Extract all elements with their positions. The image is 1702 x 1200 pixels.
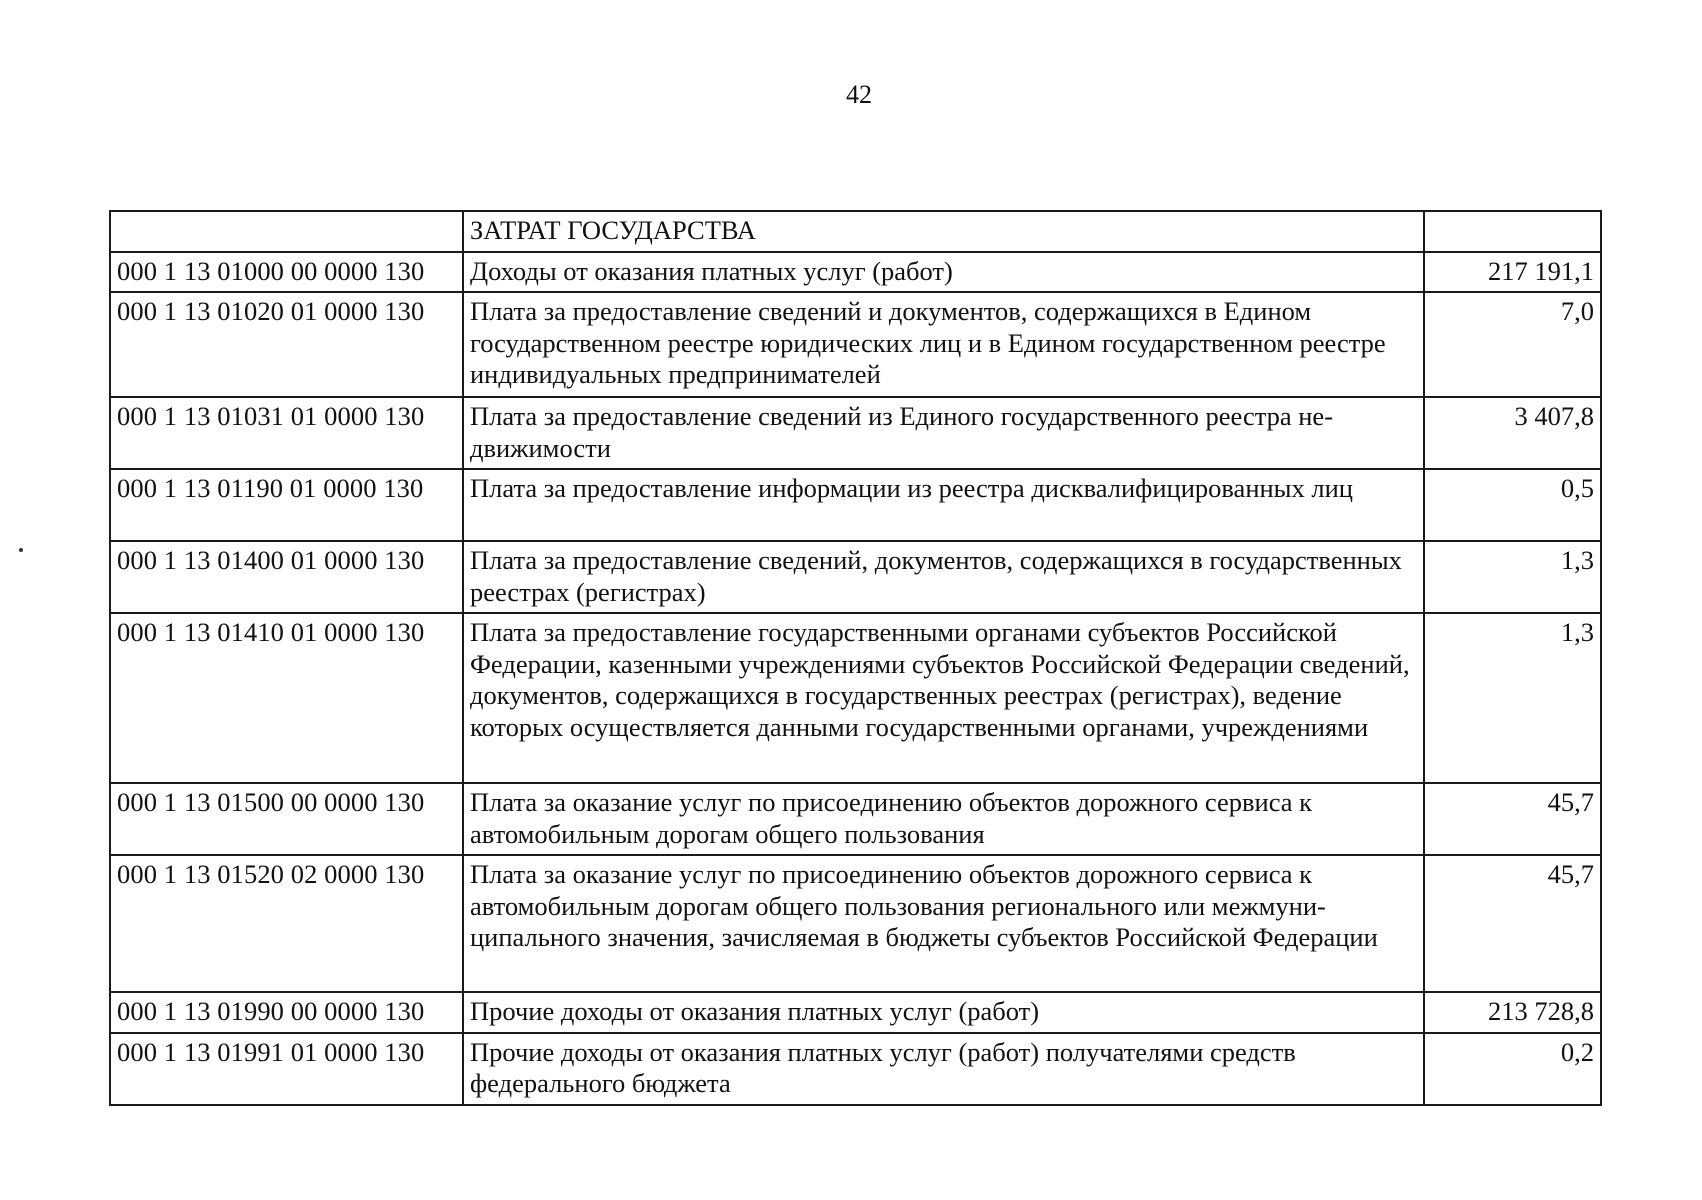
table-row bbox=[110, 1033, 1601, 1105]
revenue-code-cell: 000 1 13 01400 01 0000 130 bbox=[110, 541, 463, 613]
revenue-code-cell: 000 1 13 01190 01 0000 130 bbox=[110, 469, 463, 541]
amount-cell bbox=[1424, 211, 1601, 252]
table-row bbox=[110, 613, 1601, 783]
amount-cell: 217 191,1 bbox=[1424, 252, 1601, 293]
table-row bbox=[110, 541, 1601, 613]
table-row bbox=[110, 252, 1601, 293]
revenue-code-cell bbox=[110, 211, 463, 252]
amount-cell: 3 407,8 bbox=[1424, 397, 1601, 469]
table-row bbox=[110, 211, 1601, 252]
revenue-name-cell: Плата за предоставление государственными органами субъектов Российской Федерации, казенными учреждениями субъектов Российской Федерации сведений, документов, содержащихся в государственных реестрах (регистрах), ведение которых осуществляется данными государственными органами, учреждениями bbox=[463, 613, 1424, 783]
table-row bbox=[110, 783, 1601, 855]
revenue-code-cell: 000 1 13 01520 02 0000 130 bbox=[110, 855, 463, 992]
revenue-name-cell: Доходы от оказания платных услуг (работ) bbox=[463, 252, 1424, 293]
revenue-name-cell: Плата за предоставление информации из реестра дисквалифицированных лиц bbox=[463, 469, 1424, 541]
revenue-code-cell: 000 1 13 01031 01 0000 130 bbox=[110, 397, 463, 469]
amount-cell: 1,3 bbox=[1424, 613, 1601, 783]
table-row bbox=[110, 397, 1601, 469]
amount-cell: 213 728,8 bbox=[1424, 992, 1601, 1033]
revenue-name-cell: ЗАТРАТ ГОСУДАРСТВА bbox=[463, 211, 1424, 252]
amount-cell: 7,0 bbox=[1424, 292, 1601, 397]
revenue-name-cell: Плата за предоставление сведений из Единого государственного реестра недвижимости bbox=[463, 397, 1424, 469]
amount-cell: 1,3 bbox=[1424, 541, 1601, 613]
margin-dot bbox=[19, 548, 23, 552]
amount-cell: 0,2 bbox=[1424, 1033, 1601, 1105]
revenue-code-cell: 000 1 13 01500 00 0000 130 bbox=[110, 783, 463, 855]
table-row bbox=[110, 855, 1601, 992]
amount-cell: 45,7 bbox=[1424, 783, 1601, 855]
revenue-name-cell: Плата за оказание услуг по присоединению объектов дорожного сервиса к автомобильным дорогам общего пользования регионального или межмуниципального значения, зачисляемая в бюджеты субъектов Российской Федерации bbox=[463, 855, 1424, 992]
revenue-code-cell: 000 1 13 01020 01 0000 130 bbox=[110, 292, 463, 397]
revenue-code-cell: 000 1 13 01991 01 0000 130 bbox=[110, 1033, 463, 1105]
page-number: 42 bbox=[846, 80, 872, 109]
revenue-code-cell: 000 1 13 01410 01 0000 130 bbox=[110, 613, 463, 783]
amount-cell: 45,7 bbox=[1424, 855, 1601, 992]
table-row bbox=[110, 469, 1601, 541]
revenue-name-cell: Плата за оказание услуг по присоединению объектов дорожного сервиса к автомобильным дорогам общего пользования bbox=[463, 783, 1424, 855]
amount-cell: 0,5 bbox=[1424, 469, 1601, 541]
revenue-name-cell: Плата за предоставление сведений и документов, содержащихся в Едином государственном реестре юридических лиц и в Едином государственном реестре индивидуальных предпринимателей bbox=[463, 292, 1424, 397]
revenue-name-cell: Плата за предоставление сведений, документов, содержащихся в государственных реестрах (регистрах) bbox=[463, 541, 1424, 613]
revenue-code-cell: 000 1 13 01000 00 0000 130 bbox=[110, 252, 463, 293]
revenue-name-cell: Прочие доходы от оказания платных услуг (работ) получателями средств федерального бюджета bbox=[463, 1033, 1424, 1105]
table-row bbox=[110, 992, 1601, 1033]
revenue-name-cell: Прочие доходы от оказания платных услуг (работ) bbox=[463, 992, 1424, 1033]
revenue-code-cell: 000 1 13 01990 00 0000 130 bbox=[110, 992, 463, 1033]
table-row bbox=[110, 292, 1601, 397]
revenue-classification-table bbox=[109, 210, 1602, 1106]
